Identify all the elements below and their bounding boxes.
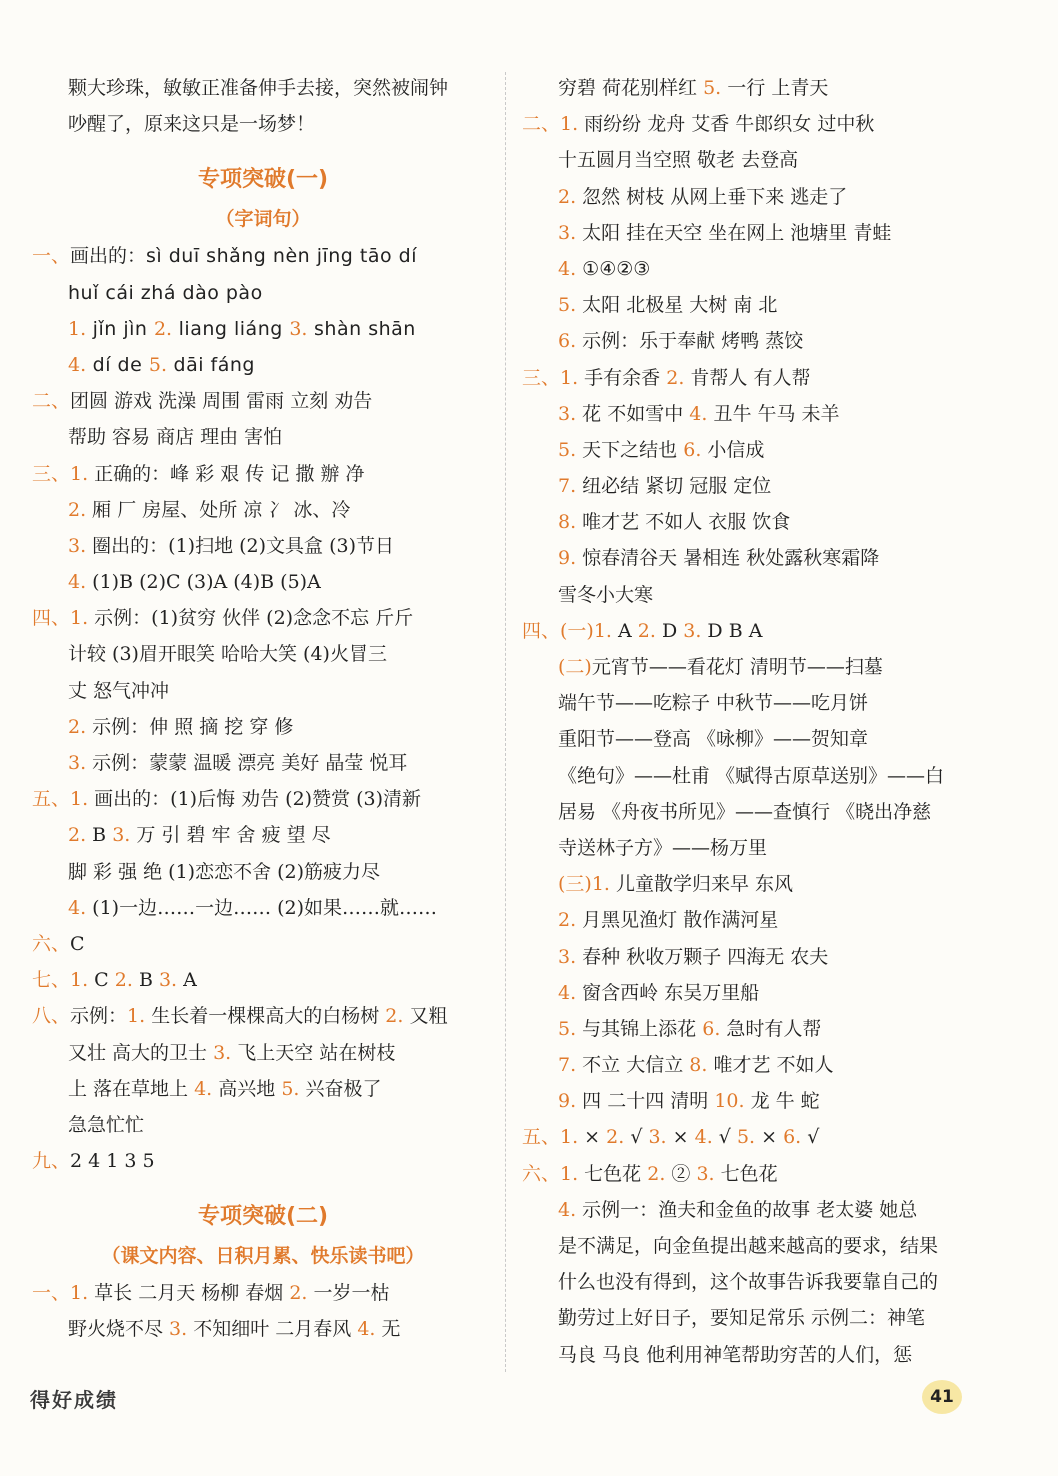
item-number: 五、1. bbox=[32, 788, 89, 811]
answer-line bbox=[32, 1143, 494, 1179]
answer-line bbox=[32, 383, 494, 419]
answer-text: 圈出的：(1)扫地 (2)文具盒 (3)节日 bbox=[86, 534, 395, 557]
pinyin-text: dāi fáng bbox=[167, 353, 255, 376]
answer-line bbox=[32, 419, 494, 455]
answer-text: 颗大珍珠，敏敏正准备伸手去接，突然被闹钟 bbox=[68, 77, 449, 99]
answer-text: 十五圆月当空照 敬老 去登高 bbox=[558, 149, 799, 172]
answer-text: D B A bbox=[701, 619, 763, 642]
item-number: 4. bbox=[558, 1198, 577, 1221]
answer-text: 丈 怒气冲冲 bbox=[68, 679, 170, 702]
answer-text: C bbox=[70, 932, 85, 955]
item-number: 6. bbox=[558, 330, 577, 353]
item-number: (二) bbox=[558, 656, 592, 678]
answer-text: × bbox=[755, 1126, 784, 1149]
item-number: 5. bbox=[148, 353, 167, 376]
answer-line bbox=[32, 600, 494, 636]
answer-text: ② bbox=[665, 1162, 697, 1185]
answer-text: 月黑见渔灯 散作满河星 bbox=[576, 909, 779, 932]
answer-line bbox=[32, 926, 494, 962]
item-number: 2. bbox=[114, 969, 133, 992]
answer-text: 画出的：(1)后悔 劝告 (2)赞赏 (3)清新 bbox=[88, 788, 422, 811]
answer-line bbox=[522, 1083, 977, 1119]
page-number: 41 bbox=[922, 1380, 962, 1414]
answer-line bbox=[32, 1311, 494, 1347]
answer-text: × bbox=[666, 1126, 695, 1149]
answer-text: ①④②③ bbox=[576, 257, 651, 280]
item-number: 2. bbox=[385, 1005, 404, 1028]
answer-text: 又壮 高大的卫士 bbox=[68, 1041, 214, 1064]
pinyin-text: sì duī shǎng nèn jīng tāo dí bbox=[146, 245, 418, 268]
answer-text: 不知细叶 二月春风 bbox=[187, 1318, 358, 1341]
answer-text: √ bbox=[624, 1126, 649, 1149]
answer-line bbox=[522, 685, 977, 721]
answer-line bbox=[522, 287, 977, 323]
answer-text: (1)一边……一边…… (2)如果……就…… bbox=[86, 896, 438, 919]
answer-text: 寺送林子方》——杨万里 bbox=[558, 836, 768, 859]
answer-text: 《绝句》——杜甫 《赋得古原草送别》——白 bbox=[558, 764, 945, 787]
answer-text: √ bbox=[712, 1126, 737, 1149]
answer-text: 太阳 挂在天空 坐在网上 池塘里 青蛙 bbox=[576, 221, 892, 244]
answer-line bbox=[32, 890, 494, 926]
item-number: 2. bbox=[289, 1282, 308, 1305]
answer-line bbox=[522, 396, 977, 432]
answer-text: 肯帮人 有人帮 bbox=[684, 366, 811, 389]
answer-text: 太阳 北极星 大树 南 北 bbox=[576, 294, 778, 317]
answer-text: 唯才艺 不如人 bbox=[707, 1054, 834, 1077]
answer-text: 一岁一枯 bbox=[307, 1282, 390, 1305]
pinyin-text: liang liáng bbox=[172, 317, 290, 340]
answer-text: 示例：蒙蒙 温暖 漂亮 美好 晶莹 悦耳 bbox=[86, 752, 408, 774]
answer-text: 什么也没有得到，这个故事告诉我要靠自己的 bbox=[558, 1271, 939, 1294]
answer-text: 急急忙忙 bbox=[68, 1113, 145, 1136]
item-number: 4. bbox=[558, 257, 577, 280]
pinyin-text: dí de bbox=[86, 353, 149, 376]
answer-line bbox=[522, 794, 977, 830]
item-number: 八、 bbox=[32, 1005, 71, 1028]
item-number: 6. bbox=[683, 438, 702, 461]
item-number: 5. bbox=[736, 1126, 756, 1149]
item-number: 8. bbox=[558, 511, 577, 534]
answer-line bbox=[522, 1264, 977, 1300]
answer-line bbox=[522, 1337, 977, 1373]
answer-line bbox=[522, 1192, 977, 1228]
section-title: 专项突破(一) bbox=[197, 167, 329, 193]
item-number: 3. bbox=[558, 945, 577, 968]
item-number: 5. bbox=[558, 1017, 577, 1040]
right-column bbox=[522, 70, 977, 1373]
answer-text: 手有余香 bbox=[578, 366, 667, 389]
answer-line bbox=[522, 1228, 977, 1264]
answer-text: A bbox=[177, 969, 197, 992]
answer-text: 厢 厂 房屋、处所 凉 冫 冰、冷 bbox=[86, 498, 351, 521]
pinyin-text: shàn shān bbox=[307, 317, 416, 340]
item-number: 7. bbox=[558, 475, 577, 498]
item-number: 4. bbox=[194, 1077, 213, 1100]
answer-text: 元宵节——看花灯 清明节——扫墓 bbox=[591, 656, 883, 678]
item-number: 4. bbox=[689, 402, 708, 425]
answer-line bbox=[522, 179, 977, 215]
answer-line bbox=[522, 1119, 977, 1155]
answer-text: 上 落在草地上 bbox=[68, 1077, 195, 1100]
answer-line bbox=[522, 1300, 977, 1336]
item-number: 4. bbox=[357, 1318, 376, 1341]
item-number: 2. bbox=[637, 619, 656, 642]
answer-text: 忽然 树枝 从网上垂下来 逃走了 bbox=[576, 185, 848, 208]
answer-text: C bbox=[88, 969, 115, 992]
answer-text: 窗含西岭 东吴万里船 bbox=[576, 981, 760, 1004]
item-number: 3. bbox=[68, 752, 87, 774]
answer-line bbox=[522, 830, 977, 866]
answer-line bbox=[32, 492, 494, 528]
item-number: 3. bbox=[158, 969, 178, 992]
answer-text: 示例：乐于奉献 烤鸭 蒸饺 bbox=[576, 330, 804, 353]
item-number: 3. bbox=[169, 1318, 188, 1341]
item-number: 8. bbox=[689, 1054, 708, 1077]
answer-text: 春种 秋收万颗子 四海无 农夫 bbox=[576, 945, 829, 968]
item-number: 3. bbox=[648, 1126, 667, 1149]
answer-line bbox=[32, 1035, 494, 1071]
answer-text: D bbox=[655, 619, 684, 642]
item-number: 2. bbox=[558, 185, 577, 208]
answer-text: 脚 彩 强 绝 (1)恋恋不舍 (2)筋疲力尽 bbox=[68, 860, 381, 883]
column-divider bbox=[505, 72, 506, 1372]
answer-line bbox=[32, 106, 494, 142]
answer-text: 又粗 bbox=[403, 1005, 448, 1028]
answer-line bbox=[522, 468, 977, 504]
item-number: 2. bbox=[68, 824, 87, 847]
answer-line bbox=[32, 709, 494, 745]
left-column bbox=[32, 70, 494, 1348]
item-number: 3. bbox=[289, 317, 308, 340]
answer-text: 惊春清谷天 暑相连 秋处露秋寒霜降 bbox=[576, 547, 880, 570]
item-number: 六、1. bbox=[522, 1162, 579, 1185]
pinyin-text: jǐn jìn bbox=[86, 317, 154, 340]
item-number: 2. bbox=[558, 909, 577, 932]
item-number: 三、1. bbox=[522, 366, 579, 389]
answer-line bbox=[32, 781, 494, 817]
answer-text: 野火烧不尽 bbox=[68, 1318, 170, 1341]
answer-line bbox=[32, 70, 494, 106]
answer-line bbox=[522, 613, 977, 649]
answer-line bbox=[32, 673, 494, 709]
answer-text: 端午节——吃粽子 中秋节——吃月饼 bbox=[558, 692, 869, 715]
answer-line bbox=[522, 866, 977, 902]
item-number: 3. bbox=[696, 1162, 715, 1185]
item-number: 3. bbox=[68, 534, 87, 557]
answer-text: 唯才艺 不如人 衣服 饮食 bbox=[576, 511, 791, 534]
item-number: 6. bbox=[783, 1126, 802, 1149]
item-number: 2. bbox=[647, 1162, 666, 1185]
answer-line bbox=[522, 251, 977, 287]
answer-text: (1)B (2)C (3)A (4)B (5)A bbox=[86, 571, 321, 594]
item-number: 3. bbox=[558, 402, 577, 425]
section-spacer bbox=[32, 142, 494, 160]
item-number: (三)1. bbox=[558, 873, 610, 896]
answer-text: 2 4 1 3 5 bbox=[70, 1150, 155, 1173]
item-number: 2. bbox=[606, 1126, 625, 1149]
answer-line bbox=[32, 456, 494, 492]
answer-text: 居易 《舟夜书所见》——查慎行 《晓出净慈 bbox=[558, 800, 932, 823]
answer-line bbox=[522, 1011, 977, 1047]
item-number: 1. bbox=[127, 1005, 146, 1028]
answer-line bbox=[522, 1156, 977, 1192]
answer-line bbox=[522, 758, 977, 794]
answer-line bbox=[522, 577, 977, 613]
answer-line bbox=[32, 1071, 494, 1107]
item-number: 2. bbox=[153, 317, 173, 340]
item-number: 二、1. bbox=[522, 113, 579, 136]
answer-text: 儿童散学归来早 东风 bbox=[609, 873, 794, 896]
item-number: 9. bbox=[558, 1090, 577, 1113]
answer-line bbox=[32, 1107, 494, 1143]
answer-text: × bbox=[578, 1126, 607, 1149]
item-number: 3. bbox=[213, 1041, 232, 1064]
answer-line bbox=[522, 649, 977, 685]
item-number: 1. bbox=[68, 317, 87, 340]
answer-text: 不立 大信立 bbox=[576, 1054, 690, 1077]
answer-text: 雪冬小大寒 bbox=[558, 583, 654, 606]
item-number: 九、 bbox=[32, 1150, 71, 1173]
answer-text: 马良 马良 他利用神笔帮助穷苦的人们，惩 bbox=[558, 1343, 913, 1366]
answer-line bbox=[522, 432, 977, 468]
answer-line bbox=[32, 817, 494, 853]
section-title: 专项突破(二) bbox=[197, 1204, 329, 1230]
answer-text: 吵醒了，原来这只是一场梦！ bbox=[68, 113, 316, 136]
answer-line bbox=[522, 902, 977, 938]
answer-text: √ bbox=[801, 1126, 820, 1149]
footer-brand: 得好成绩 bbox=[30, 1388, 118, 1412]
answer-text: 正确的：峰 彩 艰 传 记 撒 辦 净 bbox=[88, 462, 365, 485]
item-number: 一、1. bbox=[32, 1282, 89, 1305]
answer-line bbox=[522, 323, 977, 359]
answer-text: 草长 二月天 杨柳 春烟 bbox=[88, 1282, 290, 1305]
answer-text: B bbox=[86, 824, 113, 847]
section-subtitle: （课文内容、日积月累、快乐读书吧） bbox=[101, 1245, 425, 1268]
answer-text: 万 引 碧 牢 舍 疲 望 尽 bbox=[130, 824, 331, 847]
item-number: 一、 bbox=[32, 245, 71, 268]
answer-line bbox=[522, 939, 977, 975]
answer-line bbox=[32, 347, 494, 383]
item-number: 5. bbox=[281, 1077, 300, 1100]
answer-text: 七色花 bbox=[578, 1162, 648, 1185]
item-number: 4. bbox=[68, 571, 87, 594]
item-number: 六、 bbox=[32, 932, 71, 955]
answer-text: 纽必结 紧切 冠服 定位 bbox=[576, 475, 772, 498]
answer-line bbox=[522, 1047, 977, 1083]
answer-line bbox=[32, 636, 494, 672]
answer-line bbox=[522, 975, 977, 1011]
item-number: 3. bbox=[112, 824, 131, 847]
answer-line bbox=[32, 564, 494, 600]
section-subtitle: （字词句） bbox=[215, 208, 311, 231]
answer-line bbox=[32, 311, 494, 347]
answer-line bbox=[522, 215, 977, 251]
item-number: 四、(一)1. bbox=[522, 619, 612, 642]
answer-text: 无 bbox=[375, 1318, 401, 1341]
answer-text: 与其锦上添花 bbox=[576, 1017, 703, 1040]
answer-text: 团圆 游戏 洗澡 周围 雷雨 立刻 劝告 bbox=[70, 390, 373, 413]
item-number: 2. bbox=[68, 715, 87, 738]
answer-text: 生长着一棵棵高大的白杨树 bbox=[145, 1005, 386, 1028]
answer-text: 示例： bbox=[70, 1005, 128, 1028]
answer-text: 一行 上青天 bbox=[721, 77, 829, 99]
item-number: 二、 bbox=[32, 390, 71, 413]
answer-text: 示例一：渔夫和金鱼的故事 老太婆 她总 bbox=[576, 1198, 918, 1221]
answer-line bbox=[32, 998, 494, 1034]
answer-text: 飞上天空 站在树枝 bbox=[231, 1041, 396, 1064]
item-number: 6. bbox=[702, 1017, 721, 1040]
answer-text: 七色花 bbox=[714, 1162, 778, 1185]
item-number: 9. bbox=[558, 547, 577, 570]
item-number: 5. bbox=[703, 77, 722, 99]
answer-text: A bbox=[611, 619, 638, 642]
answer-line bbox=[32, 1275, 494, 1311]
answer-line bbox=[32, 745, 494, 781]
answer-text: 小信成 bbox=[701, 438, 765, 461]
item-number: 4. bbox=[68, 353, 87, 376]
item-number: 3. bbox=[683, 619, 702, 642]
answer-text: 急时有人帮 bbox=[720, 1017, 822, 1040]
item-number: 4. bbox=[68, 896, 87, 919]
answer-line bbox=[32, 854, 494, 890]
answer-text: 示例：(1)贫穷 伙伴 (2)念念不忘 斤斤 bbox=[88, 607, 414, 630]
answer-text: 龙 牛 蛇 bbox=[744, 1090, 820, 1113]
answer-text: 雨纷纷 龙舟 艾香 牛郎织女 过中秋 bbox=[578, 113, 875, 136]
answer-text: 四 二十四 清明 bbox=[576, 1090, 715, 1113]
answer-text: 天下之结也 bbox=[576, 438, 684, 461]
answer-text: 高兴地 bbox=[212, 1077, 282, 1100]
answer-line bbox=[522, 360, 977, 396]
answer-line bbox=[522, 721, 977, 757]
answer-line bbox=[32, 528, 494, 564]
item-number: 7. bbox=[558, 1054, 577, 1077]
item-number: 5. bbox=[558, 438, 577, 461]
item-number: 三、1. bbox=[32, 462, 89, 485]
answer-line bbox=[522, 142, 977, 178]
item-number: 四、1. bbox=[32, 607, 89, 630]
answer-text: 计较 (3)眉开眼笑 哈哈大笑 (4)火冒三 bbox=[68, 643, 387, 666]
answer-line bbox=[522, 540, 977, 576]
answer-text: 是不满足，向金鱼提出越来越高的要求，结果 bbox=[558, 1235, 939, 1257]
answer-text: 穷碧 荷花别样红 bbox=[558, 77, 704, 99]
answer-line bbox=[32, 275, 494, 311]
answer-line bbox=[522, 504, 977, 540]
answer-text: 勤劳过上好日子，要知足常乐 示例二：神笔 bbox=[558, 1307, 926, 1330]
answer-text: 示例：伸 照 摘 挖 穿 修 bbox=[86, 715, 294, 738]
answer-text: B bbox=[132, 969, 159, 992]
answer-text: 花 不如雪中 bbox=[576, 402, 690, 425]
answer-line bbox=[522, 106, 977, 142]
answer-line bbox=[32, 962, 494, 998]
item-number: 5. bbox=[558, 294, 577, 317]
item-number: 10. bbox=[714, 1090, 745, 1113]
answer-text: 画出的： bbox=[70, 245, 147, 268]
item-number: 2. bbox=[666, 366, 685, 389]
answer-text: 兴奋极了 bbox=[299, 1077, 382, 1100]
answer-text: 丑牛 午马 未羊 bbox=[707, 402, 840, 425]
answer-line bbox=[522, 70, 977, 106]
item-number: 4. bbox=[694, 1126, 713, 1149]
item-number: 五、1. bbox=[522, 1126, 579, 1149]
answer-text: 帮助 容易 商店 理由 害怕 bbox=[68, 426, 283, 449]
item-number: 4. bbox=[558, 981, 577, 1004]
item-number: 2. bbox=[68, 498, 87, 521]
answer-text: 重阳节——登高 《咏柳》——贺知章 bbox=[558, 728, 869, 751]
section-spacer bbox=[32, 1179, 494, 1197]
item-number: 3. bbox=[558, 221, 577, 244]
pinyin-text: huǐ cái zhá dào pào bbox=[68, 281, 263, 304]
answer-line bbox=[32, 238, 494, 274]
item-number: 七、1. bbox=[32, 969, 89, 992]
